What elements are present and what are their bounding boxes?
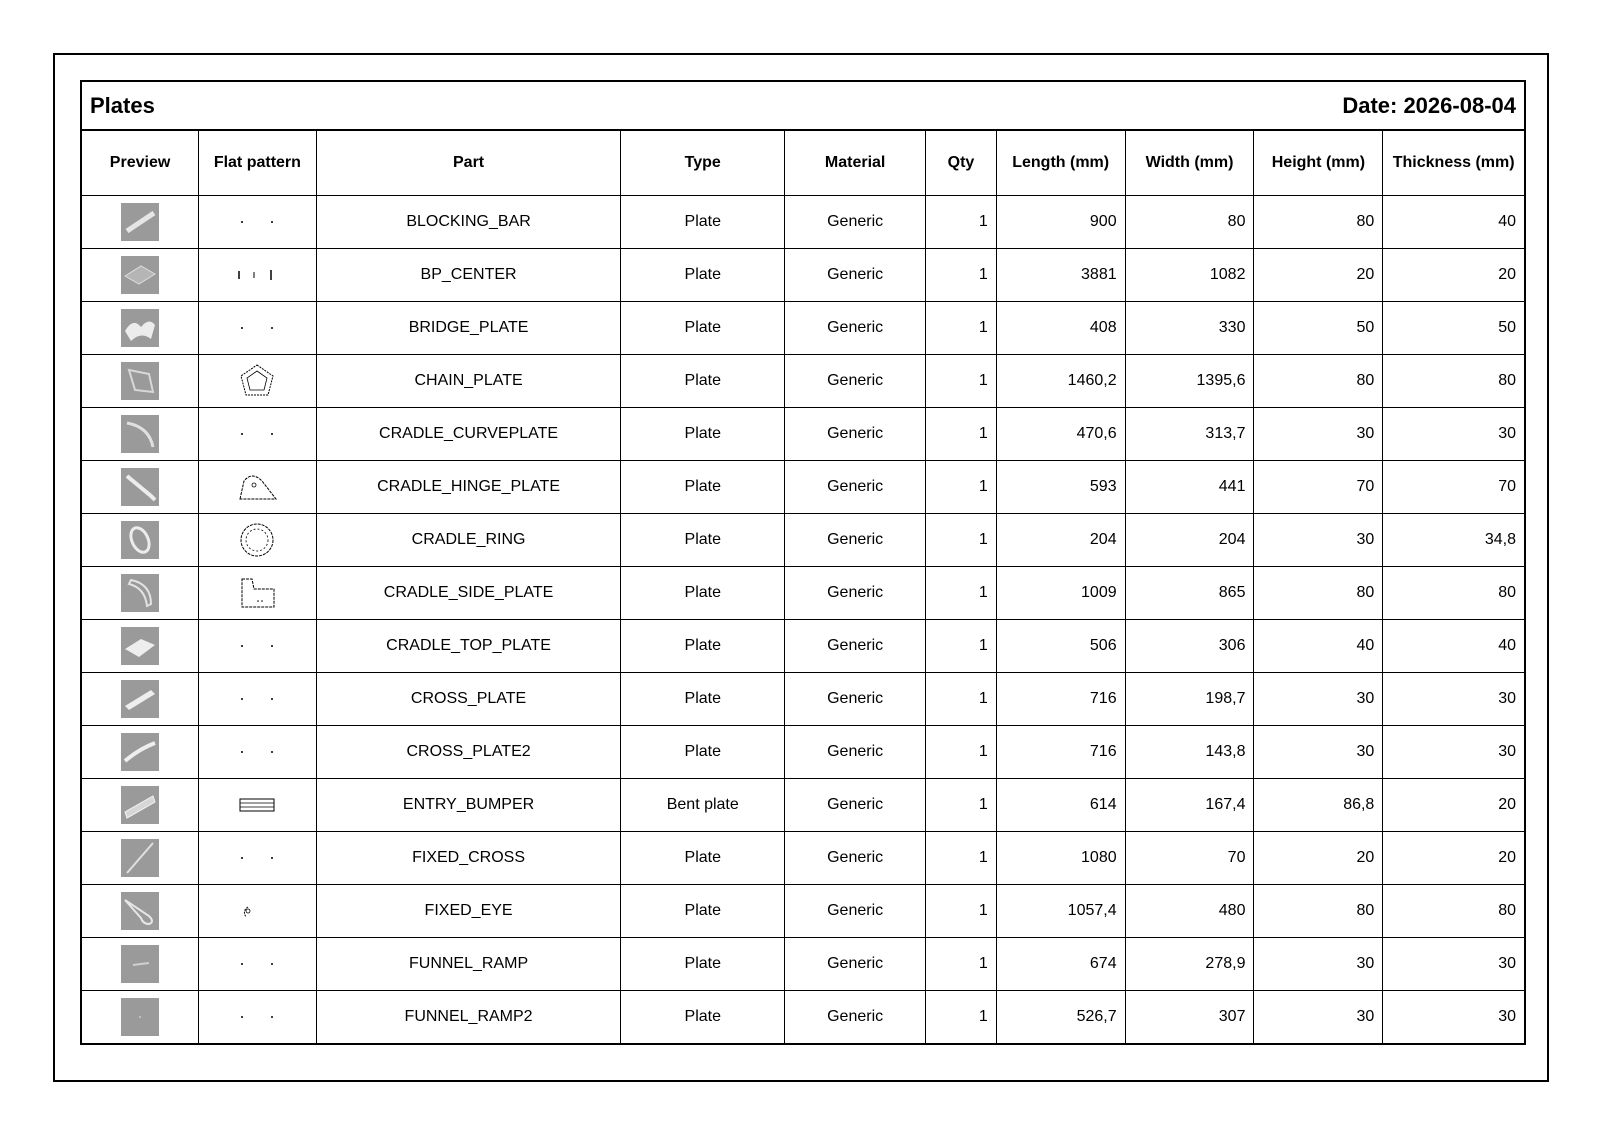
type-cell: Plate xyxy=(621,990,785,1043)
column-header-part: Part xyxy=(316,131,621,195)
flat-pattern-cell xyxy=(199,937,317,990)
thickness-cell: 80 xyxy=(1383,566,1524,619)
fixed-cross-preview-icon xyxy=(121,839,159,877)
height-cell: 30 xyxy=(1254,672,1383,725)
flat-pattern-cell xyxy=(199,672,317,725)
table-row xyxy=(82,301,1524,354)
part-name-cell: FUNNEL_RAMP2 xyxy=(316,990,621,1043)
type-cell: Plate xyxy=(621,619,785,672)
part-name-cell: CRADLE_CURVEPLATE xyxy=(316,407,621,460)
material-cell: Generic xyxy=(785,301,926,354)
qty-cell: 1 xyxy=(926,725,997,778)
length-cell: 716 xyxy=(996,725,1125,778)
dots-flat-icon xyxy=(230,690,284,707)
thickness-cell: 30 xyxy=(1383,937,1524,990)
width-cell: 1082 xyxy=(1125,248,1254,301)
length-cell: 3881 xyxy=(996,248,1125,301)
table-row xyxy=(82,248,1524,301)
material-cell: Generic xyxy=(785,566,926,619)
part-name-cell: CROSS_PLATE xyxy=(316,672,621,725)
preview-cell xyxy=(82,937,199,990)
thickness-cell: 80 xyxy=(1383,884,1524,937)
dots-flat-icon xyxy=(230,637,284,654)
type-cell: Plate xyxy=(621,725,785,778)
thickness-cell: 40 xyxy=(1383,195,1524,248)
preview-cell xyxy=(82,354,199,407)
flat-pattern-cell xyxy=(199,619,317,672)
type-cell: Plate xyxy=(621,407,785,460)
type-cell: Plate xyxy=(621,884,785,937)
table-row xyxy=(82,460,1524,513)
width-cell: 441 xyxy=(1125,460,1254,513)
part-name-cell: CROSS_PLATE2 xyxy=(316,725,621,778)
flat-pattern-cell xyxy=(199,301,317,354)
height-cell: 40 xyxy=(1254,619,1383,672)
height-cell: 30 xyxy=(1254,513,1383,566)
table-row xyxy=(82,937,1524,990)
type-cell: Plate xyxy=(621,301,785,354)
column-header-thickness: Thickness (mm) xyxy=(1383,131,1524,195)
thickness-cell: 30 xyxy=(1383,725,1524,778)
material-cell: Generic xyxy=(785,884,926,937)
length-cell: 593 xyxy=(996,460,1125,513)
length-cell: 1080 xyxy=(996,831,1125,884)
column-header-flat-pattern: Flat pattern xyxy=(199,131,317,195)
width-cell: 313,7 xyxy=(1125,407,1254,460)
type-cell: Bent plate xyxy=(621,778,785,831)
qty-cell: 1 xyxy=(926,354,997,407)
height-cell: 20 xyxy=(1254,831,1383,884)
thickness-cell: 80 xyxy=(1383,354,1524,407)
table-row xyxy=(82,513,1524,566)
hinge-flat-icon xyxy=(230,478,284,495)
cross-plate-preview-icon xyxy=(121,680,159,718)
width-cell: 143,8 xyxy=(1125,725,1254,778)
height-cell: 80 xyxy=(1254,195,1383,248)
flat-pattern-cell xyxy=(199,778,317,831)
qty-cell: 1 xyxy=(926,566,997,619)
preview-cell xyxy=(82,672,199,725)
width-cell: 1395,6 xyxy=(1125,354,1254,407)
qty-cell: 1 xyxy=(926,195,997,248)
width-cell: 278,9 xyxy=(1125,937,1254,990)
table-row xyxy=(82,725,1524,778)
sheet-title: Plates xyxy=(90,92,155,118)
preview-cell xyxy=(82,566,199,619)
height-cell: 50 xyxy=(1254,301,1383,354)
ring-flat-icon xyxy=(230,531,284,548)
material-cell: Generic xyxy=(785,513,926,566)
title-bar xyxy=(82,82,1524,131)
length-cell: 1057,4 xyxy=(996,884,1125,937)
length-cell: 614 xyxy=(996,778,1125,831)
thickness-cell: 34,8 xyxy=(1383,513,1524,566)
height-cell: 80 xyxy=(1254,566,1383,619)
width-cell: 330 xyxy=(1125,301,1254,354)
length-cell: 408 xyxy=(996,301,1125,354)
width-cell: 80 xyxy=(1125,195,1254,248)
preview-cell xyxy=(82,778,199,831)
preview-cell xyxy=(82,725,199,778)
width-cell: 198,7 xyxy=(1125,672,1254,725)
thickness-cell: 20 xyxy=(1383,831,1524,884)
dots-flat-icon xyxy=(230,743,284,760)
material-cell: Generic xyxy=(785,937,926,990)
length-cell: 204 xyxy=(996,513,1125,566)
material-cell: Generic xyxy=(785,831,926,884)
column-header-length: Length (mm) xyxy=(996,131,1125,195)
table-row xyxy=(82,990,1524,1043)
width-cell: 70 xyxy=(1125,831,1254,884)
bridge-preview-icon xyxy=(121,309,159,347)
height-cell: 80 xyxy=(1254,354,1383,407)
column-header-material: Material xyxy=(785,131,926,195)
eye-preview-icon xyxy=(121,892,159,930)
qty-cell: 1 xyxy=(926,778,997,831)
part-name-cell: FIXED_EYE xyxy=(316,884,621,937)
length-cell: 506 xyxy=(996,619,1125,672)
ring-preview-icon xyxy=(121,521,159,559)
height-cell: 86,8 xyxy=(1254,778,1383,831)
pentagon-flat-icon xyxy=(230,372,284,389)
side-plate-preview-icon xyxy=(121,574,159,612)
thickness-cell: 50 xyxy=(1383,301,1524,354)
ramp-preview-icon xyxy=(121,945,159,983)
thickness-cell: 70 xyxy=(1383,460,1524,513)
table-row xyxy=(82,619,1524,672)
flat-pattern-cell xyxy=(199,725,317,778)
length-cell: 1009 xyxy=(996,566,1125,619)
table-row xyxy=(82,884,1524,937)
material-cell: Generic xyxy=(785,725,926,778)
ticks-flat-icon xyxy=(230,266,284,283)
length-cell: 470,6 xyxy=(996,407,1125,460)
hinge-preview-icon xyxy=(121,468,159,506)
width-cell: 480 xyxy=(1125,884,1254,937)
side-plate-flat-icon xyxy=(230,584,284,601)
part-name-cell: BP_CENTER xyxy=(316,248,621,301)
width-cell: 306 xyxy=(1125,619,1254,672)
thickness-cell: 30 xyxy=(1383,990,1524,1043)
table-row xyxy=(82,831,1524,884)
material-cell: Generic xyxy=(785,354,926,407)
width-cell: 204 xyxy=(1125,513,1254,566)
qty-cell: 1 xyxy=(926,301,997,354)
qty-cell: 1 xyxy=(926,619,997,672)
preview-cell xyxy=(82,407,199,460)
qty-cell: 1 xyxy=(926,672,997,725)
part-name-cell: BLOCKING_BAR xyxy=(316,195,621,248)
height-cell: 80 xyxy=(1254,884,1383,937)
material-cell: Generic xyxy=(785,195,926,248)
table-header-row xyxy=(82,131,1524,195)
top-plate-preview-icon xyxy=(121,627,159,665)
length-cell: 674 xyxy=(996,937,1125,990)
chain-preview-icon xyxy=(121,362,159,400)
flat-pattern-cell xyxy=(199,407,317,460)
part-name-cell: CRADLE_SIDE_PLATE xyxy=(316,566,621,619)
preview-cell xyxy=(82,195,199,248)
thickness-cell: 20 xyxy=(1383,778,1524,831)
flat-pattern-cell xyxy=(199,195,317,248)
qty-cell: 1 xyxy=(926,407,997,460)
type-cell: Plate xyxy=(621,195,785,248)
bar-preview-icon xyxy=(121,203,159,241)
height-cell: 70 xyxy=(1254,460,1383,513)
qty-cell: 1 xyxy=(926,831,997,884)
flat-pattern-cell xyxy=(199,566,317,619)
type-cell: Plate xyxy=(621,354,785,407)
thickness-cell: 30 xyxy=(1383,407,1524,460)
type-cell: Plate xyxy=(621,937,785,990)
dots-flat-icon xyxy=(230,849,284,866)
dots-flat-icon xyxy=(230,213,284,230)
part-name-cell: BRIDGE_PLATE xyxy=(316,301,621,354)
part-name-cell: ENTRY_BUMPER xyxy=(316,778,621,831)
material-cell: Generic xyxy=(785,672,926,725)
cross-plate2-preview-icon xyxy=(121,733,159,771)
preview-cell xyxy=(82,301,199,354)
preview-cell xyxy=(82,460,199,513)
height-cell: 30 xyxy=(1254,990,1383,1043)
qty-cell: 1 xyxy=(926,248,997,301)
type-cell: Plate xyxy=(621,513,785,566)
material-cell: Generic xyxy=(785,460,926,513)
dots-flat-icon xyxy=(230,319,284,336)
width-cell: 307 xyxy=(1125,990,1254,1043)
material-cell: Generic xyxy=(785,778,926,831)
part-name-cell: CRADLE_HINGE_PLATE xyxy=(316,460,621,513)
eye-flat-icon xyxy=(230,902,284,919)
qty-cell: 1 xyxy=(926,884,997,937)
plates-sheet xyxy=(80,80,1526,1045)
material-cell: Generic xyxy=(785,619,926,672)
material-cell: Generic xyxy=(785,248,926,301)
length-cell: 716 xyxy=(996,672,1125,725)
height-cell: 30 xyxy=(1254,407,1383,460)
thickness-cell: 40 xyxy=(1383,619,1524,672)
column-header-type: Type xyxy=(621,131,785,195)
flat-pattern-cell xyxy=(199,248,317,301)
part-name-cell: CRADLE_RING xyxy=(316,513,621,566)
part-name-cell: CHAIN_PLATE xyxy=(316,354,621,407)
flat-pattern-cell xyxy=(199,460,317,513)
length-cell: 526,7 xyxy=(996,990,1125,1043)
table-row xyxy=(82,672,1524,725)
thickness-cell: 20 xyxy=(1383,248,1524,301)
dots-flat-icon xyxy=(230,425,284,442)
lines-flat-icon xyxy=(230,796,284,813)
column-header-width: Width (mm) xyxy=(1125,131,1254,195)
table-row xyxy=(82,778,1524,831)
width-cell: 865 xyxy=(1125,566,1254,619)
preview-cell xyxy=(82,990,199,1043)
qty-cell: 1 xyxy=(926,990,997,1043)
height-cell: 30 xyxy=(1254,725,1383,778)
type-cell: Plate xyxy=(621,460,785,513)
preview-cell xyxy=(82,513,199,566)
part-name-cell: FUNNEL_RAMP xyxy=(316,937,621,990)
dots-flat-icon xyxy=(230,955,284,972)
flat-pattern-cell xyxy=(199,354,317,407)
qty-cell: 1 xyxy=(926,460,997,513)
material-cell: Generic xyxy=(785,407,926,460)
type-cell: Plate xyxy=(621,831,785,884)
plates-table xyxy=(82,131,1524,1043)
bumper-preview-icon xyxy=(121,786,159,824)
flat-pattern-cell xyxy=(199,884,317,937)
width-cell: 167,4 xyxy=(1125,778,1254,831)
height-cell: 20 xyxy=(1254,248,1383,301)
column-header-qty: Qty xyxy=(926,131,997,195)
type-cell: Plate xyxy=(621,566,785,619)
preview-cell xyxy=(82,248,199,301)
type-cell: Plate xyxy=(621,672,785,725)
sheet-date: Date: 2026-08-04 xyxy=(1342,92,1516,118)
preview-cell xyxy=(82,884,199,937)
table-row xyxy=(82,195,1524,248)
column-header-preview: Preview xyxy=(82,131,199,195)
height-cell: 30 xyxy=(1254,937,1383,990)
thickness-cell: 30 xyxy=(1383,672,1524,725)
part-name-cell: FIXED_CROSS xyxy=(316,831,621,884)
type-cell: Plate xyxy=(621,248,785,301)
column-header-height: Height (mm) xyxy=(1254,131,1383,195)
preview-cell xyxy=(82,619,199,672)
flat-pattern-cell xyxy=(199,831,317,884)
length-cell: 1460,2 xyxy=(996,354,1125,407)
flat-plate-preview-icon xyxy=(121,256,159,294)
part-name-cell: CRADLE_TOP_PLATE xyxy=(316,619,621,672)
curve-preview-icon xyxy=(121,415,159,453)
table-row xyxy=(82,407,1524,460)
preview-cell xyxy=(82,831,199,884)
table-row xyxy=(82,354,1524,407)
flat-pattern-cell xyxy=(199,990,317,1043)
ramp2-preview-icon xyxy=(121,998,159,1036)
qty-cell: 1 xyxy=(926,937,997,990)
table-row xyxy=(82,566,1524,619)
qty-cell: 1 xyxy=(926,513,997,566)
dots-flat-icon xyxy=(230,1008,284,1025)
length-cell: 900 xyxy=(996,195,1125,248)
material-cell: Generic xyxy=(785,990,926,1043)
flat-pattern-cell xyxy=(199,513,317,566)
